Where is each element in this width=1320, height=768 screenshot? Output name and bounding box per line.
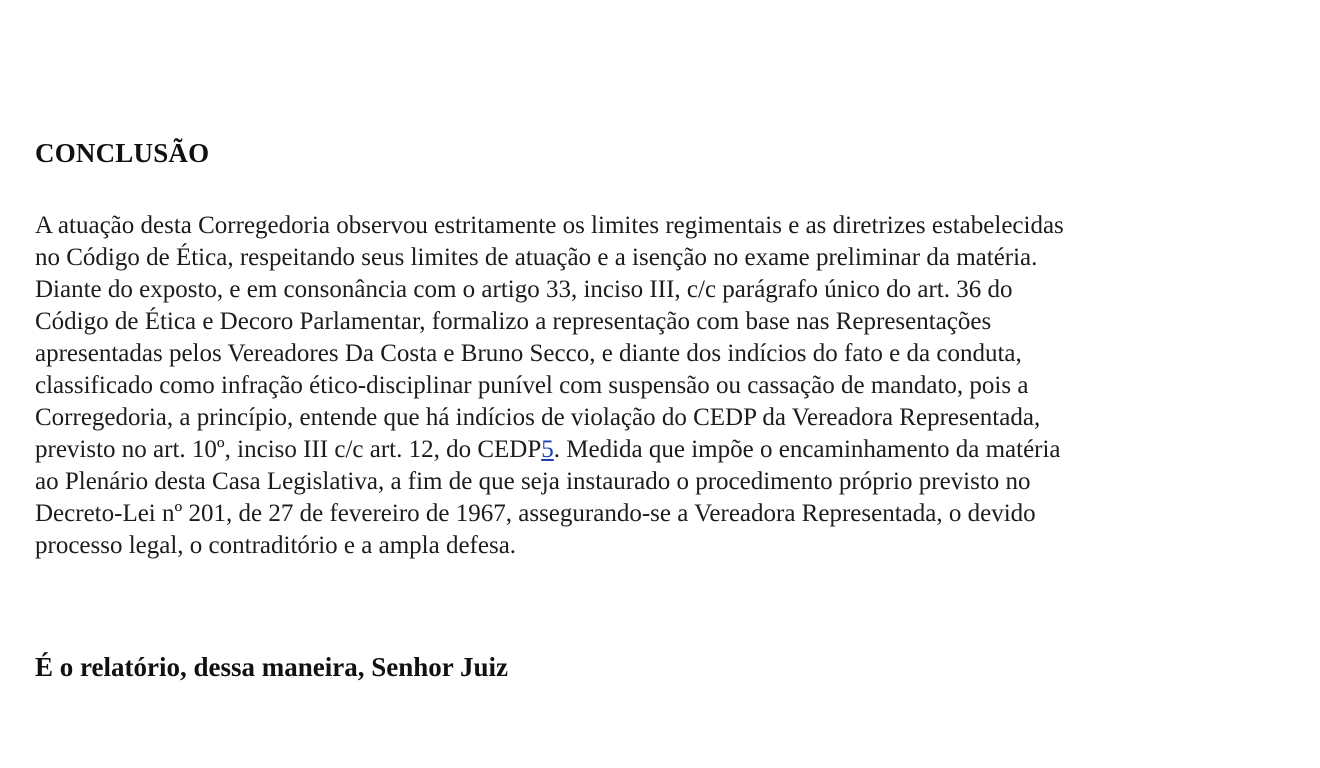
section-heading: CONCLUSÃO [35, 138, 210, 168]
paragraph-line: no Código de Ética, respeitando seus limites de atuação e a isenção no exame preliminar da matéria. [35, 244, 1038, 271]
footnote-link[interactable]: 5 [541, 436, 554, 463]
paragraph-line: ao Plenário desta Casa Legislativa, a fim de que seja instaurado o procedimento próprio previsto no [35, 468, 1031, 495]
paragraph-line: A atuação desta Corregedoria observou estritamente os limites regimentais e as diretrizes estabelecidas [35, 212, 1064, 239]
paragraph-line: apresentadas pelos Vereadores Da Costa e Bruno Secco, e diante dos indícios do fato e da conduta, [35, 340, 1022, 367]
paragraph-line: processo legal, o contraditório e a ampla defesa. [35, 532, 517, 559]
line-text-after-footnote: . Medida que impõe o encaminhamento da matéria [553, 436, 1061, 463]
line-text-before-footnote: previsto no art. 10º, inciso III c/c art. 12, do CEDP [35, 436, 542, 463]
paragraph-line: Corregedoria, a princípio, entende que há indícios de violação do CEDP da Vereadora Representada, [35, 404, 1041, 431]
paragraph-line: Diante do exposto, e em consonância com o artigo 33, inciso III, c/c parágrafo único do art. 36 do [35, 276, 1013, 303]
paragraph-line-with-footnote [35, 434, 1320, 466]
paragraph-line: Decreto-Lei nº 201, de 27 de fevereiro de 1967, assegurando-se a Vereadora Representada, o devido [35, 500, 1036, 527]
next-section-clip [0, 652, 1320, 682]
conclusion-paragraph [35, 210, 1320, 562]
next-section-heading: É o relatório, dessa maneira, Senhor Juiz [35, 652, 508, 682]
paragraph-line: classificado como infração ético-disciplinar punível com suspensão ou cassação de mandato, pois a [35, 372, 1029, 399]
paragraph-line: Código de Ética e Decoro Parlamentar, formalizo a representação com base nas Representações [35, 308, 992, 335]
